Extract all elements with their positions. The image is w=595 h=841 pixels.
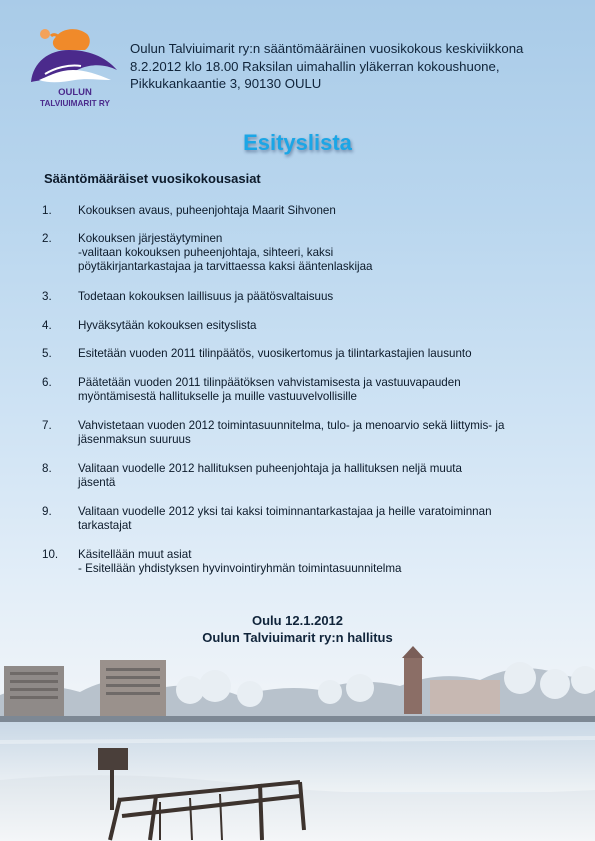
- logo-text-line2: TALVIUIMARIT RY: [40, 99, 110, 108]
- agenda-item-text: Vahvistetaan vuoden 2012 toimintasuunnitelma, tulo- ja menoarvio sekä liittymis- ja: [78, 419, 505, 432]
- agenda-item-number: 2.: [42, 232, 52, 245]
- agenda-item-number: 7.: [42, 419, 52, 432]
- agenda-item-text: Todetaan kokouksen laillisuus ja päätösvaltaisuus: [78, 290, 334, 303]
- agenda-item-number: 4.: [42, 319, 52, 332]
- agenda-item-text: jäsentä: [78, 476, 116, 489]
- agenda-item-text: Kokouksen avaus, puheenjohtaja Maarit Sihvonen: [78, 204, 336, 217]
- agenda-item-number: 9.: [42, 505, 52, 518]
- agenda-item-text: jäsenmaksun suuruus: [78, 433, 191, 446]
- section-subtitle: Sääntömääräiset vuosikokousasiat: [44, 171, 261, 186]
- agenda-item-text: pöytäkirjantarkastajaa ja tarvittaessa kaksi ääntenlaskijaa: [78, 260, 373, 273]
- logo-text-line1: OULUN: [58, 87, 92, 98]
- page-title: Esityslista: [243, 130, 352, 155]
- agenda-item-text: Valitaan vuodelle 2012 yksi tai kaksi toiminnantarkastajaa ja heille varatoiminnan: [78, 505, 492, 518]
- meeting-info-line: Oulun Talviuimarit ry:n sääntömääräinen vuosikokous keskiviikkona: [130, 41, 524, 56]
- agenda-item-number: 3.: [42, 290, 52, 303]
- agenda-item-number: 10.: [42, 548, 59, 561]
- meeting-info: [130, 40, 570, 93]
- agenda-item-text: tarkastajat: [78, 519, 132, 532]
- agenda-item-number: 5.: [42, 347, 52, 360]
- signature-date: Oulu 12.1.2012: [251, 613, 344, 628]
- sign-board: [98, 748, 128, 770]
- organization-logo: [25, 24, 125, 110]
- agenda-item-text: -valitaan kokouksen puheenjohtaja, sihteeri, kaksi: [78, 246, 334, 259]
- agenda-item-text: Hyväksytään kokouksen esityslista: [78, 319, 257, 332]
- agenda-item-text: myöntämisestä hallitukselle ja muille vastuuvelvollisille: [78, 390, 358, 403]
- agenda-item-number: 8.: [42, 462, 52, 475]
- agenda-item-text: - Esitellään yhdistyksen hyvinvointiryhmän toimintasuunnitelma: [78, 562, 402, 575]
- meeting-info-line: Pikkukankaantie 3, 90130 OULU: [130, 76, 322, 91]
- agenda-item-text: Käsitellään muut asiat: [78, 548, 192, 561]
- agenda-item-number: 1.: [42, 204, 52, 217]
- signature-name: Oulun Talviuimarit ry:n hallitus: [202, 630, 393, 645]
- agenda-item-text: Valitaan vuodelle 2012 hallituksen puheenjohtaja ja hallituksen neljä muuta: [78, 462, 462, 475]
- agenda-item-text: Kokouksen järjestäytyminen: [78, 232, 223, 245]
- logo-swimmer-icon: [31, 29, 117, 82]
- meeting-info-line: 8.2.2012 klo 18.00 Raksilan uimahallin yläkerran kokoushuone,: [130, 58, 500, 74]
- agenda-item-number: 6.: [42, 376, 52, 389]
- winter-lake-scene: [0, 640, 595, 841]
- agenda-item-text: Esitetään vuoden 2011 tilinpäätös, vuosikertomus ja tilintarkastajien lausunto: [78, 347, 472, 360]
- agenda-item-text: Päätetään vuoden 2011 tilinpäätöksen vahvistamisesta ja vastuuvapauden: [78, 376, 461, 389]
- church-tower: [404, 656, 422, 714]
